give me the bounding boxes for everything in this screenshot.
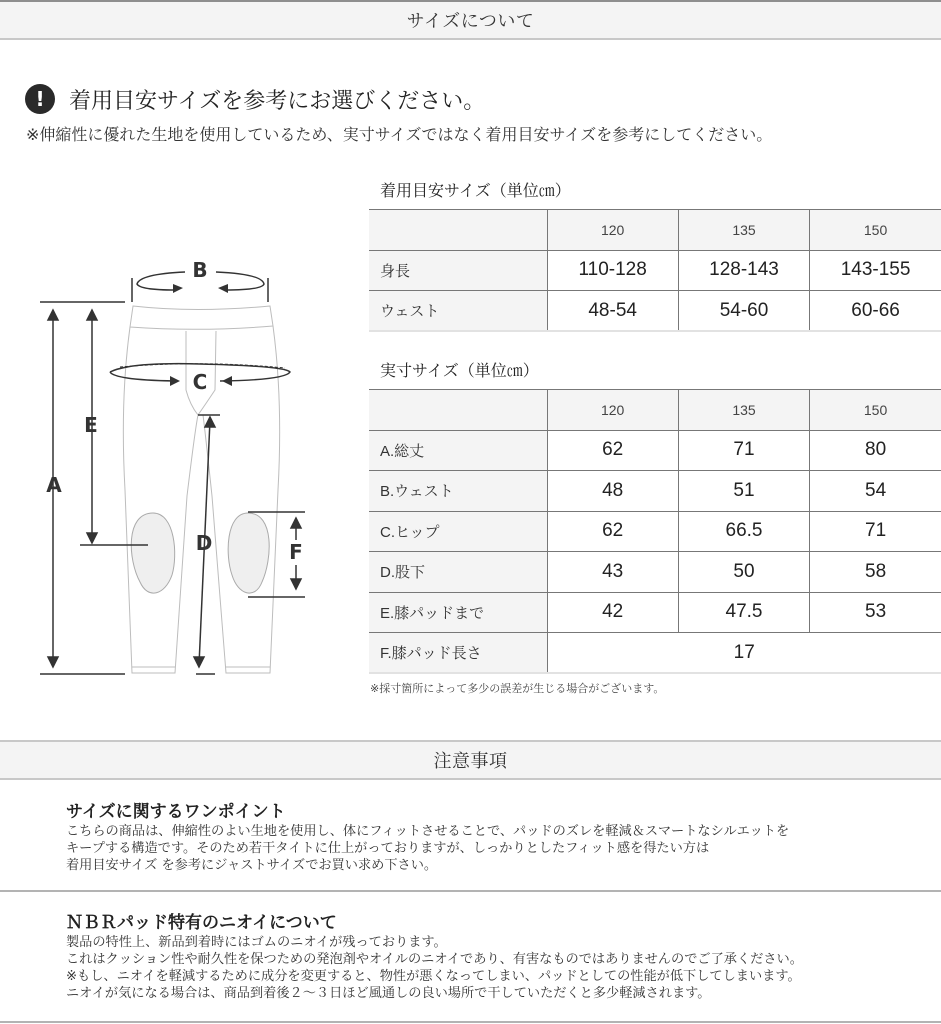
table-cell: 60-66 [810, 291, 941, 332]
note-title: サイズに関するワンポイント [66, 802, 286, 822]
table-cell: 50 [678, 552, 809, 593]
header-cell: 120 [547, 390, 678, 431]
headline-subnote: ※伸縮性に優れた生地を使用しているため、実寸サイズではなく着用目安サイズを参考にしてください。 [26, 125, 773, 144]
label-c: C [192, 370, 208, 394]
table-cell: 128-143 [678, 250, 809, 291]
note-nbr-odor [66, 912, 803, 1002]
header-cell [369, 210, 547, 251]
table-cell: 54 [810, 471, 941, 512]
label-f: F [289, 540, 303, 564]
row-label: A.総丈 [369, 430, 547, 471]
label-d: D [195, 531, 213, 555]
table-cell: 47.5 [678, 592, 809, 633]
table-cell: 80 [810, 430, 941, 471]
header-cell: 150 [810, 210, 941, 251]
table-row [369, 291, 941, 332]
row-label: E.膝パッドまで [369, 592, 547, 633]
row-label: 身長 [369, 250, 547, 291]
label-e: E [84, 413, 98, 437]
size-advice-headline [25, 82, 485, 116]
row-label: C.ヒップ [369, 511, 547, 552]
header-cell [369, 390, 547, 431]
table-row [369, 552, 941, 593]
section-header-size [0, 0, 941, 40]
table-cell: 53 [810, 592, 941, 633]
headline-text: 着用目安サイズを参考にお選びください。 [69, 88, 486, 114]
label-a: A [46, 473, 62, 497]
exclamation-circle-icon: ! [25, 84, 55, 114]
divider [0, 1021, 941, 1023]
header-cell: 150 [810, 390, 941, 431]
guide-table-title: 着用目安サイズ（単位㎝） [380, 181, 571, 200]
note-line: これはクッション性や耐久性を保つための発泡剤やオイルのニオイであり、有害なものではありませんのでご了承ください。 [66, 952, 803, 967]
header-cell: 135 [678, 210, 809, 251]
section-header-notes [0, 740, 941, 780]
divider [0, 890, 941, 892]
row-label: ウェスト [369, 291, 547, 332]
pants-measurement-diagram [30, 250, 360, 690]
note-line: ※もし、ニオイを軽減するために成分を変更すると、物性が悪くなってしまい、パッドとしての性能が低下してしまいます。 [66, 969, 801, 984]
table-cell: 43 [547, 552, 678, 593]
actual-size-table [369, 389, 941, 674]
measurement-footnote: ※採寸箇所によって多少の誤差が生じる場合がございます。 [370, 682, 665, 695]
header-cell: 135 [678, 390, 809, 431]
table-cell: 71 [810, 511, 941, 552]
table-cell: 58 [810, 552, 941, 593]
row-label: B.ウェスト [369, 471, 547, 512]
table-cell: 42 [547, 592, 678, 633]
table-row [369, 633, 941, 674]
actual-table-title: 実寸サイズ（単位㎝） [380, 361, 539, 380]
table-cell: 66.5 [678, 511, 809, 552]
note-size-tip [66, 801, 789, 874]
table-cell: 62 [547, 430, 678, 471]
section-title: サイズについて [406, 11, 535, 32]
table-cell: 48-54 [547, 291, 678, 332]
table-row [369, 430, 941, 471]
table-cell: 143-155 [810, 250, 941, 291]
section-title: 注意事項 [433, 751, 508, 772]
table-cell: 110-128 [547, 250, 678, 291]
note-line: 製品の特性上、新品到着時にはゴムのニオイが残っております。 [66, 935, 447, 950]
table-row [369, 592, 941, 633]
note-title: ＮＢＲパッド特有のニオイについて [66, 913, 337, 933]
note-line: キープする構造です。そのため若干タイトに仕上がっておりますが、しっかりとしたフィット感を得たい方は [66, 841, 710, 856]
row-label: F.膝パッド長さ [369, 633, 547, 674]
note-line: ニオイが気になる場合は、商品到着後２～３日ほど風通しの良い場所で干していただくと多少軽減されます。 [66, 986, 711, 1001]
row-label: D.股下 [369, 552, 547, 593]
table-cell: 71 [678, 430, 809, 471]
table-row [369, 511, 941, 552]
header-cell: 120 [547, 210, 678, 251]
note-line: 着用目安サイズ を参考にジャストサイズでお買い求め下さい。 [66, 858, 438, 873]
table-header-row [369, 390, 941, 431]
table-cell: 17 [547, 633, 941, 674]
table-header-row [369, 210, 941, 251]
table-row [369, 471, 941, 512]
table-cell: 48 [547, 471, 678, 512]
note-line: こちらの商品は、伸縮性のよい生地を使用し、体にフィットさせることで、パッドのズレを軽減＆スマートなシルエットを [66, 824, 790, 839]
table-cell: 51 [678, 471, 809, 512]
table-row [369, 250, 941, 291]
table-cell: 62 [547, 511, 678, 552]
table-cell: 54-60 [678, 291, 809, 332]
label-b: B [192, 258, 208, 282]
guide-size-table [369, 209, 941, 332]
